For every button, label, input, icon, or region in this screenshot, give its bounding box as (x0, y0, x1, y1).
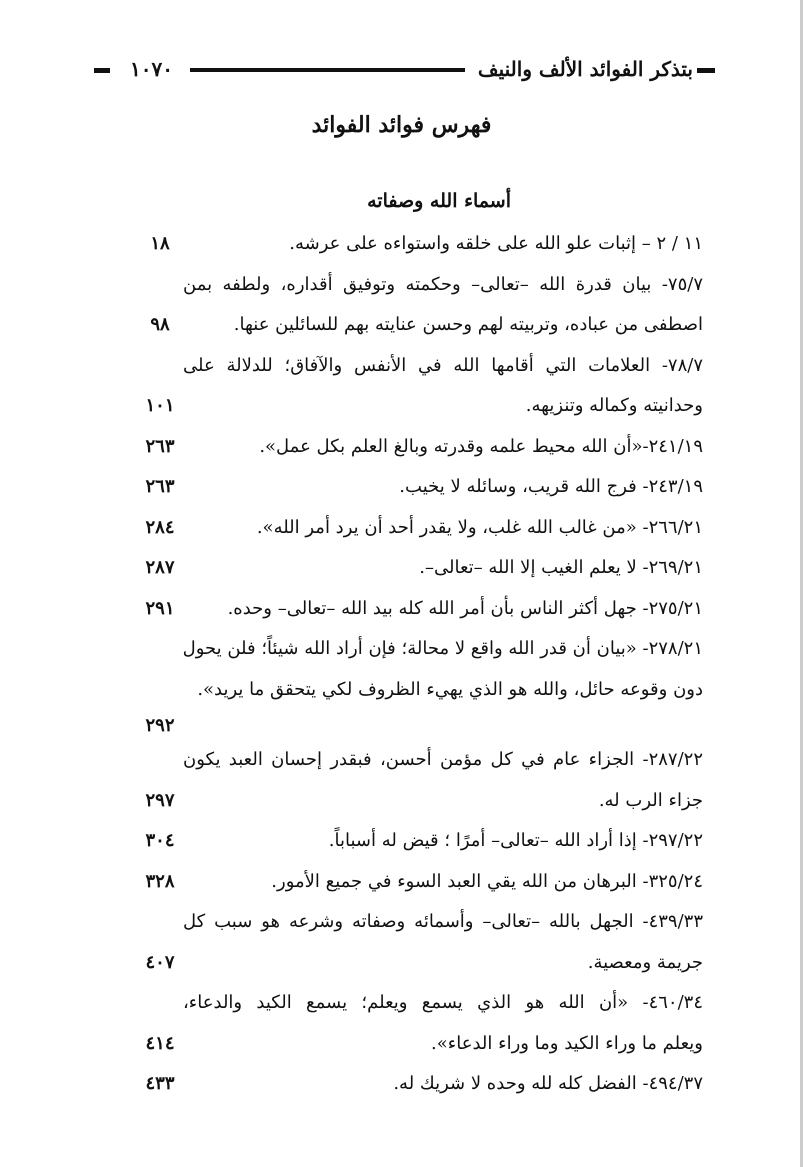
index-entry-line: ٢٦٦/٢١- «من غالب الله غلب، ولا يقدر أحد أن يرد أمر الله». (256, 516, 703, 538)
index-entry-line: اصطفى من عباده، وتربيته لهم وحسن عنايته بهم للسائلين عنها. (233, 314, 703, 335)
index-entry-line: ٢٨٧/٢٢- الجزاء عام في كل مؤمن أحسن، فبقدر إحسان العبد يكون (183, 749, 703, 771)
page-title: فهرس فوائد الفوائد (311, 112, 492, 138)
book-title: بتذكر الفوائد الألف والنيف (477, 57, 693, 81)
entry-page-number: ١٨ (150, 233, 170, 254)
entry-page-number: ٩٨ (150, 314, 170, 335)
index-entry-line: ٤٦٠/٣٤- «أن الله هو الذي يسمع ويعلم؛ يسمع الكيد والدعاء، (183, 992, 703, 1014)
header-rule (190, 68, 465, 72)
index-entry-line: ٢٤١/١٩-«أن الله محيط علمه وقدرته وبالغ العلم بكل عمل». (259, 435, 703, 457)
index-entry-line: ٤٣٩/٣٣- الجهل بالله –تعالى– وأسمائه وصفاته وشرعه هو سبب كل (183, 911, 703, 933)
entry-page-number: ٢٦٣ (145, 476, 175, 497)
index-entry-line: ٧٨/٧- العلامات التي أقامها الله في الأنفس والآفاق؛ للدلالة على (183, 354, 703, 376)
entry-page-number: ٤٠٧ (145, 951, 175, 973)
entry-page-number: ٣٠٤ (145, 830, 175, 852)
index-entry-line: ٤٩٤/٣٧- الفضل كله لله وحده لا شريك له. (393, 1073, 703, 1095)
index-entry-line: ٢٧٥/٢١- جهل أكثر الناس بأن أمر الله كله بيد الله –تعالى– وحده. (227, 597, 703, 619)
index-entry-line: جزاء الرب له. (598, 789, 703, 811)
entry-page-number: ١٠١ (145, 395, 175, 416)
index-entry-line: ٢٤٣/١٩- فرج الله قريب، وسائله لا يخيب. (399, 476, 703, 497)
running-header (90, 55, 715, 89)
entry-page-number: ٢٨٧ (145, 557, 175, 578)
index-entry-line: وحدانيته وكماله وتنزيهه. (525, 395, 703, 416)
section-heading: أسماء الله وصفاته (367, 190, 511, 212)
index-entry-line: دون وقوعه حائل، والله هو الذي يهيء الظروف لكي يتحقق ما يريد». (197, 678, 703, 700)
index-entry-line: جريمة ومعصية. (587, 951, 703, 973)
entry-page-number: ٢٩١ (145, 597, 175, 619)
index-entry-line: ٣٢٥/٢٤- البرهان من الله يقي العبد السوء في جميع الأمور. (271, 870, 703, 892)
index-entry-line: ٢٦٩/٢١- لا يعلم الغيب إلا الله –تعالى–. (419, 557, 703, 578)
entry-page-number: ٤١٤ (145, 1032, 175, 1054)
header-dash-left (94, 68, 110, 73)
index-entry-line: ١١ / ٢ – إثبات علو الله على خلقه واستواءه على عرشه. (289, 233, 703, 254)
page-number: ١٠٧٠ (130, 57, 173, 81)
index-entry-line: ٢٧٨/٢١- «بيان أن قدر الله واقع لا محالة؛ فإن أراد الله شيئاً؛ فلن يحول (182, 638, 703, 659)
entry-page-number: ٣٢٨ (145, 870, 175, 892)
entry-page-number: ٢٩٧ (145, 789, 175, 811)
entry-page-number: ٢٦٣ (145, 435, 175, 457)
entry-page-number: ٢٩٢ (145, 714, 175, 736)
index-entry-line: ٧٥/٧- بيان قدرة الله –تعالى– وحكمته وتوفيق أقداره، ولطفه بمن (183, 273, 703, 295)
entry-page-number: ٤٣٣ (145, 1073, 175, 1095)
index-entry-line: ويعلم ما وراء الكيد وما وراء الدعاء». (431, 1032, 703, 1054)
index-entry-line: ٢٩٧/٢٢- إذا أراد الله –تعالى– أمرًا ؛ قيض له أسباباً. (328, 830, 703, 852)
header-dash-right (697, 68, 715, 73)
entry-page-number: ٢٨٤ (145, 516, 175, 538)
